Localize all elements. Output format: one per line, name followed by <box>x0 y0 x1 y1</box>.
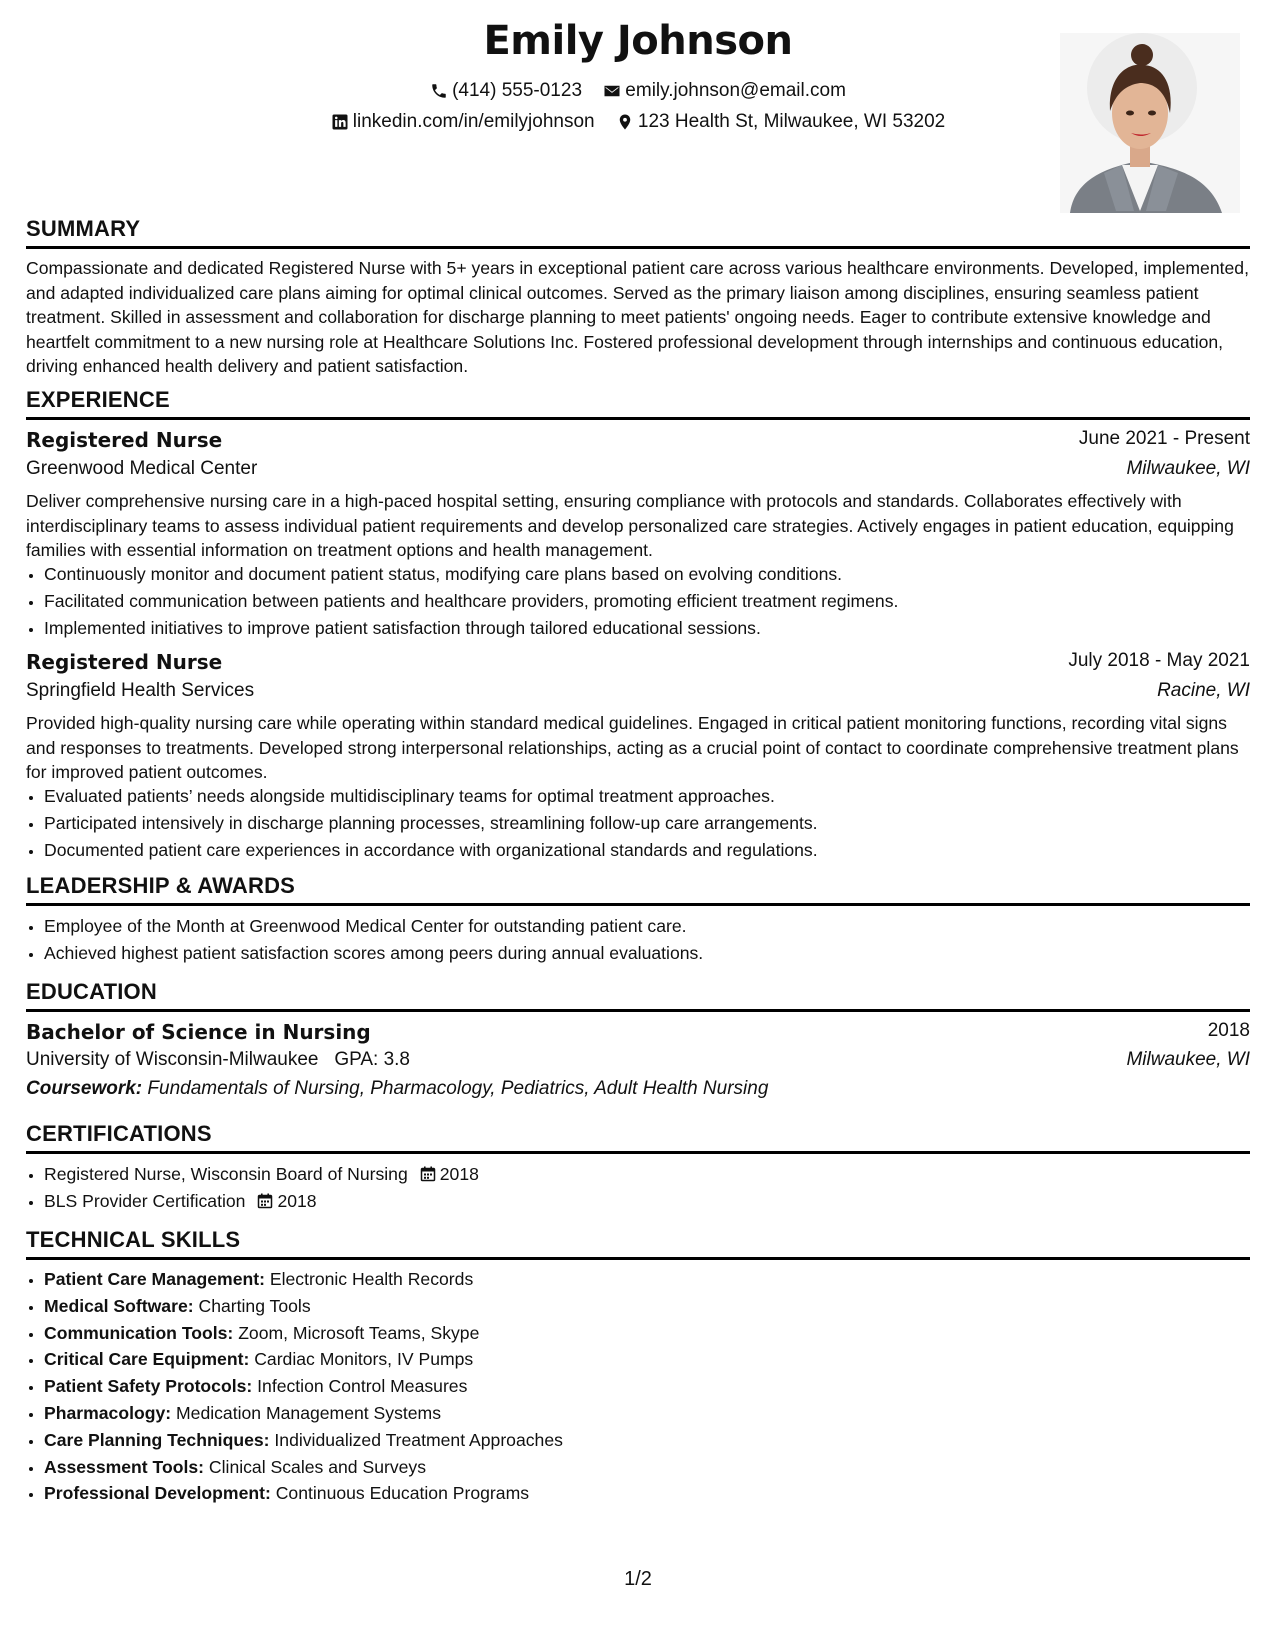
job-2-org: Springfield Health Services <box>26 680 255 701</box>
skill-value: Electronic Health Records <box>269 1269 474 1289</box>
skills-list <box>26 1266 1268 1507</box>
coursework-list: Fundamentals of Nursing, Pharmacology, Pediatrics, Adult Health Nursing <box>147 1078 769 1099</box>
certifications-heading: CERTIFICATIONS <box>26 1121 1250 1154</box>
phone-icon <box>430 82 448 100</box>
graduation-year: 2018 <box>1207 1020 1250 1041</box>
certification-name: BLS Provider Certification <box>44 1190 246 1211</box>
certification-name: Registered Nurse, Wisconsin Board of Nursing <box>44 1164 408 1184</box>
list-item <box>44 1293 1268 1320</box>
address-contact <box>616 111 945 133</box>
phone-text: (414) 555-0123 <box>452 80 583 101</box>
job-2-subheader <box>26 680 1250 702</box>
job-1-title: Registered Nurse <box>26 428 223 452</box>
leadership-heading: LEADERSHIP & AWARDS <box>26 873 1250 906</box>
list-item <box>44 1320 1268 1347</box>
linkedin-contact[interactable] <box>331 111 595 133</box>
list-item: • Documented patient care experiences in accordance with organizational standards and regulations. <box>44 837 1268 864</box>
skill-label: Pharmacology: <box>44 1402 172 1423</box>
certifications-list <box>26 1161 1268 1215</box>
job-1-description: Deliver comprehensive nursing care in a high-paced hospital setting, ensuring compliance with protocols and standards. Collaborates effectively with interdisciplinary teams to assess individual patient requirements and develop personalized care strategies. Actively engages in patient education, equipping families with essential information on treatment options and health management. <box>26 491 1234 560</box>
job-1-bullets <box>26 561 1268 641</box>
school-name: University of Wisconsin-Milwaukee <box>26 1049 319 1070</box>
experience-heading: EXPERIENCE <box>26 387 1250 420</box>
school-location: Milwaukee, WI <box>1126 1049 1250 1070</box>
leadership-list <box>26 913 1268 967</box>
list-item <box>44 1346 1268 1373</box>
calendar-icon <box>257 1193 273 1209</box>
skill-label: Patient Care Management: <box>44 1269 265 1289</box>
skill-label: Professional Development: <box>44 1483 271 1504</box>
list-item: • Employee of the Month at Greenwood Medical Center for outstanding patient care. <box>44 913 1268 940</box>
skill-label: Communication Tools: <box>44 1322 234 1343</box>
list-item: • Facilitated communication between patients and healthcare providers, promoting efficient treatment regimens. <box>44 588 1268 615</box>
skill-value: Continuous Education Programs <box>275 1483 530 1504</box>
list-item <box>44 1427 1268 1454</box>
degree: Bachelor of Science in Nursing <box>26 1020 371 1044</box>
certification-year: 2018 <box>439 1164 479 1184</box>
envelope-icon <box>603 82 621 100</box>
list-item <box>44 1266 1268 1293</box>
education-header <box>26 1020 1250 1044</box>
job-1-location: Milwaukee, WI <box>1126 458 1250 479</box>
job-2-description: Provided high-quality nursing care while operating within standard medical guidelines. Engaged in critical patient monitoring functions, recording vital signs and responses to treatments. Developed strong interpersonal relationships, acting as a crucial point of contact to coordinate comprehensive treatment plans for improved patient outcomes. <box>26 713 1239 782</box>
skills-heading: TECHNICAL SKILLS <box>26 1227 1250 1260</box>
page-number: 1/2 <box>624 1568 652 1590</box>
calendar-icon <box>420 1166 436 1182</box>
email-text: emily.johnson@email.com <box>625 80 846 101</box>
list-item <box>44 1188 1268 1215</box>
portrait-illustration <box>1060 33 1240 213</box>
list-item: • Continuously monitor and document patient status, modifying care plans based on evolving conditions. <box>44 561 1268 588</box>
list-item: • Implemented initiatives to improve patient satisfaction through tailored educational sessions. <box>44 615 1268 642</box>
list-item <box>44 1161 1268 1188</box>
skill-value: Zoom, Microsoft Teams, Skype <box>238 1322 480 1343</box>
skill-value: Infection Control Measures <box>257 1376 468 1397</box>
list-item <box>44 1480 1268 1507</box>
coursework <box>26 1078 1250 1100</box>
address-text: 123 Health St, Milwaukee, WI 53202 <box>637 111 946 132</box>
education-heading: EDUCATION <box>26 979 1250 1012</box>
skill-label: Patient Safety Protocols: <box>44 1376 253 1397</box>
job-2-bullets <box>26 783 1268 863</box>
job-1-header <box>26 428 1250 452</box>
skill-value: Clinical Scales and Surveys <box>208 1456 427 1477</box>
list-item <box>44 1400 1268 1427</box>
summary-heading: SUMMARY <box>26 216 1250 249</box>
skill-label: Assessment Tools: <box>44 1456 205 1477</box>
job-2-dates: July 2018 - May 2021 <box>1068 650 1250 671</box>
skill-label: Medical Software: <box>44 1295 194 1316</box>
job-1-subheader <box>26 458 1250 480</box>
skill-value: Cardiac Monitors, IV Pumps <box>254 1349 474 1370</box>
job-1-org: Greenwood Medical Center <box>26 458 258 479</box>
skill-value: Medication Management Systems <box>176 1402 442 1423</box>
skill-value: Individualized Treatment Approaches <box>274 1429 563 1450</box>
job-1-dates: June 2021 - Present <box>1078 428 1250 449</box>
job-2-title: Registered Nurse <box>26 650 223 674</box>
list-item: • Evaluated patients’ needs alongside multidisciplinary teams for optimal treatment approaches. <box>44 783 1268 810</box>
education-subheader <box>26 1049 1250 1071</box>
skill-label: Critical Care Equipment: <box>44 1349 250 1370</box>
resume-page <box>26 0 1250 1650</box>
coursework-label: Coursework: <box>26 1078 143 1099</box>
job-2-location: Racine, WI <box>1157 680 1250 701</box>
list-item <box>44 1373 1268 1400</box>
school-and-gpa <box>26 1049 410 1071</box>
skill-value: Charting Tools <box>198 1295 311 1316</box>
list-item <box>44 1454 1268 1481</box>
linkedin-text: linkedin.com/in/emilyjohnson <box>352 111 595 132</box>
job-2-header <box>26 650 1250 674</box>
summary-text: Compassionate and dedicated Registered Nurse with 5+ years in exceptional patient care across various healthcare environments. Developed, implemented, and adapted individualized care plans aiming for optimal clinical outcomes. Served as the primary liaison among disciplines, ensuring seamless patient treatment. Skilled in assessment and collaboration for discharge planning to meet patients' ongoing needs. Eager to contribute extensive knowledge and heartfelt commitment to a new nursing role at Healthcare Solutions Inc. Fostered professional development through internships and continuous education, driving enhanced health delivery and patient satisfaction. <box>26 258 1249 376</box>
candidate-name: Emily Johnson <box>483 18 793 64</box>
map-pin-icon <box>616 113 634 131</box>
certification-year: 2018 <box>277 1190 317 1211</box>
list-item: • Achieved highest patient satisfaction scores among peers during annual evaluations. <box>44 940 1268 967</box>
profile-photo <box>1060 33 1240 213</box>
list-item: • Participated intensively in discharge planning processes, streamlining follow-up care arrangements. <box>44 810 1268 837</box>
gpa: GPA: 3.8 <box>334 1049 410 1070</box>
phone-contact[interactable] <box>430 80 582 102</box>
email-contact[interactable] <box>603 80 846 102</box>
skill-label: Care Planning Techniques: <box>44 1429 270 1450</box>
linkedin-icon <box>331 113 349 131</box>
